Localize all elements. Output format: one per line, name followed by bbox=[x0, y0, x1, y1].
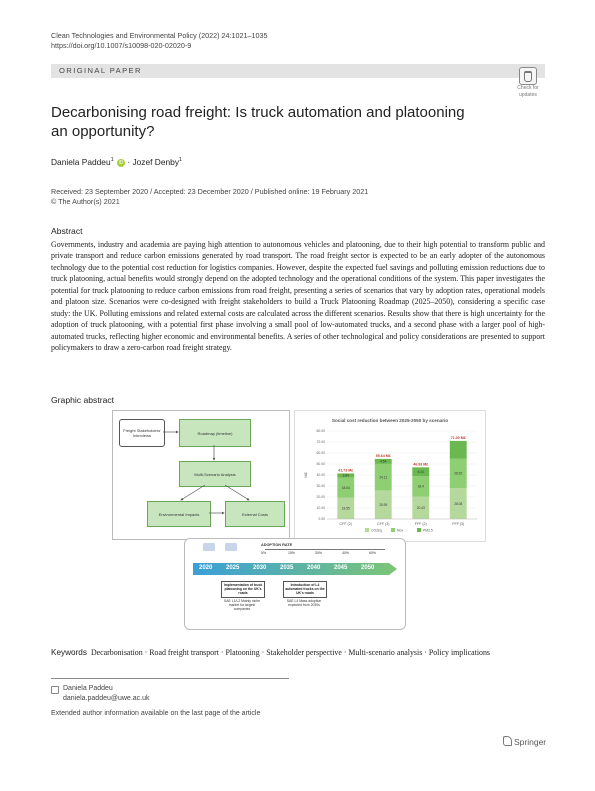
y-tick-label: 70.00 bbox=[316, 440, 325, 445]
history-dates: Received: 23 September 2020 / Accepted: 23 December 2020 / Published online: 19 February 2021 bbox=[51, 187, 369, 196]
legend-swatch bbox=[417, 528, 421, 532]
orcid-icon[interactable]: iD bbox=[118, 160, 124, 166]
legend-label: PM2.5 bbox=[423, 528, 433, 533]
phase2-title: Introduction of L4 automated trucks on the UK's roads bbox=[285, 583, 325, 596]
bar-value-label: 8.14 bbox=[417, 470, 424, 475]
x-tick-label: FFF (3) bbox=[452, 522, 465, 526]
timeline-year: 2045 bbox=[334, 565, 348, 571]
keywords bbox=[51, 647, 545, 659]
x-tick-label: CFF (2) bbox=[339, 522, 352, 526]
graphic-abstract-figure bbox=[112, 410, 484, 630]
keywords-text: Decarbonisation · Road freight transport · Platooning · Stakeholder perspective · Multi-scenario analysis · Policy implications bbox=[90, 648, 490, 657]
social-cost-chart bbox=[295, 411, 485, 541]
author-link[interactable]: Daniela Paddeu bbox=[51, 157, 111, 167]
corresponding-author bbox=[63, 684, 150, 704]
bar-total-label: 46.93 M£ bbox=[413, 462, 429, 467]
y-tick-label: 80.00 bbox=[316, 429, 325, 434]
title-line-2: an opportunity? bbox=[51, 123, 155, 140]
legend-swatch bbox=[391, 528, 395, 532]
bar-value-label: 3.84 bbox=[342, 473, 349, 478]
affiliation-marker: 1 bbox=[110, 157, 114, 164]
adoption-rate-value: 5% bbox=[261, 551, 267, 555]
flow-env-label: Environmental Impacts bbox=[158, 511, 200, 517]
y-tick-label: 40.00 bbox=[316, 473, 325, 478]
y-tick-label: 60.00 bbox=[316, 451, 325, 456]
timeline-year: 2025 bbox=[226, 565, 240, 571]
title-line-1: Decarbonising road freight: Is truck automation and platooning bbox=[51, 104, 465, 121]
timeline-year: 2035 bbox=[280, 565, 294, 571]
journal-name: Clean Technologies and Environmental Policy (2022) 24:1021–1035 bbox=[51, 31, 268, 40]
timeline-years bbox=[199, 565, 389, 575]
springer-horse-icon bbox=[503, 736, 512, 746]
flow-arrows bbox=[113, 411, 289, 539]
phase1-title: Implementation of truck platooning on the UK's roads bbox=[223, 583, 263, 596]
corresponding-name: Daniela Paddeu bbox=[63, 685, 113, 692]
timeline-panel bbox=[184, 538, 406, 630]
bar-value-label: 4.54 bbox=[380, 459, 387, 464]
x-tick-label: CFF (3) bbox=[377, 522, 390, 526]
flow-stakeholders-label: Freight Stakeholders' Interviews bbox=[123, 428, 161, 438]
legend-swatch bbox=[365, 528, 369, 532]
adoption-rate-value: 40% bbox=[342, 551, 350, 555]
footnote-divider bbox=[51, 678, 289, 679]
graphic-abstract-heading: Graphic abstract bbox=[51, 395, 115, 405]
bar-value-label: 18.04 bbox=[341, 485, 350, 490]
bar-value-label: 28.08 bbox=[454, 501, 463, 506]
extended-info-note: Extended author information available on the last page of the article bbox=[51, 710, 261, 717]
phase1-note: SAE L1/L2 Mainly niche market for largest companies bbox=[224, 599, 260, 612]
phase1-box bbox=[221, 581, 265, 598]
chart-panel bbox=[294, 410, 486, 542]
y-axis-label: M£ bbox=[303, 472, 308, 478]
y-tick-label: 10.00 bbox=[316, 506, 325, 511]
journal-citation bbox=[51, 31, 267, 51]
adoption-rate-line bbox=[265, 549, 385, 550]
section-band bbox=[51, 64, 545, 78]
publisher-logo bbox=[503, 736, 546, 747]
doi-link[interactable]: https://doi.org/10.1007/s10098-020-02020-9 bbox=[51, 41, 192, 50]
flow-roadmap-label: Roadmap (timeline) bbox=[197, 430, 233, 436]
publisher-name: Springer bbox=[514, 737, 547, 747]
phase2-box bbox=[283, 581, 327, 598]
bar-total-label: 71.00 M£ bbox=[450, 435, 466, 440]
copyright-line: © The Author(s) 2021 bbox=[51, 197, 120, 206]
timeline-year: 2050 bbox=[361, 565, 375, 571]
check-updates-label-2: updates bbox=[519, 91, 537, 98]
abstract-heading: Abstract bbox=[51, 226, 83, 236]
bar-value-label: 19.55 bbox=[341, 506, 350, 511]
truck-icon bbox=[225, 543, 237, 551]
publication-dates bbox=[51, 187, 368, 207]
corresponding-email[interactable]: daniela.paddeu@uwe.ac.uk bbox=[63, 695, 150, 702]
legend-label: Nox bbox=[397, 528, 404, 533]
envelope-icon bbox=[51, 686, 59, 694]
bookmark-icon bbox=[519, 67, 537, 85]
y-tick-label: 30.00 bbox=[316, 484, 325, 489]
bar-total-label: 41.73 M£ bbox=[338, 468, 354, 473]
bar-segment bbox=[450, 441, 467, 459]
adoption-rate-scale bbox=[261, 551, 389, 557]
author-link[interactable]: Jozef Denby bbox=[132, 157, 180, 167]
bar-value-label: 24.11 bbox=[379, 475, 388, 480]
timeline-year: 2030 bbox=[253, 565, 267, 571]
check-updates-label-1: Check for bbox=[517, 85, 539, 91]
bar-value-label: 20.43 bbox=[416, 505, 425, 510]
y-tick-label: 50.00 bbox=[316, 462, 325, 467]
adoption-rate-value: 60% bbox=[369, 551, 377, 555]
timeline-year: 2020 bbox=[199, 565, 213, 571]
adoption-rate-label: ADOPTION RATE bbox=[261, 543, 293, 547]
section-label: ORIGINAL PAPER bbox=[59, 66, 142, 75]
chart-title: Social cost reduction between 2025-2050 by scenario bbox=[331, 418, 449, 423]
article-title bbox=[51, 103, 511, 141]
check-for-updates-button[interactable] bbox=[511, 67, 545, 97]
adoption-rate-value: 30% bbox=[315, 551, 323, 555]
flow-ext-label: External Costs bbox=[241, 511, 268, 517]
method-flow-panel bbox=[112, 410, 290, 540]
y-tick-label: 20.00 bbox=[316, 495, 325, 500]
author-list bbox=[51, 157, 182, 167]
bar-total-label: 55.64 M£ bbox=[375, 453, 391, 458]
x-tick-label: FFF (2) bbox=[414, 522, 427, 526]
bar-value-label: 18.4 bbox=[417, 484, 424, 489]
abstract-text: Governments, industry and academia are paying high attention to autonomous vehicles and platooning, due to their high potential to transform public and private transport and reduce carbon emissions generated by road transport. The road freight sector is expected to be an early adopter of the autonomous technology due to the potential cost reduction for logistics companies. However, despite the expected fuel savings and polluting emission reductions due to truck platooning, actual benefits would strongly depend on the adopted technology and the operational conditions of the system. This paper investigates the potential for truck platooning to reduce carbon emissions from road freight, presenting a series of scenarios that vary by adoption rates, operational models and platoon size. Scenarios were co-designed with freight stakeholders to build a Truck Platooning Roadmap (2025–2050), considering a specific case study: the UK. Polluting emissions and related external costs are calculated across the different scenarios. Results show that there is high uncertainty for the adoption of truck platooning, with a potential first phase involving a small pool of low-automated trucks, and a second phase with a larger pool of high-automated trucks, reflecting higher economic and environmental benefits. A series of other technological and policy considerations are presented to support policymakers to draw a zero-carbon road freight strategy. bbox=[51, 240, 545, 353]
truck-icon bbox=[203, 543, 215, 551]
legend-label: CO2eq bbox=[371, 528, 382, 533]
author-separator: · bbox=[125, 157, 133, 167]
timeline-year: 2040 bbox=[307, 565, 321, 571]
keywords-label: Keywords bbox=[51, 648, 87, 657]
phase2-note: SAE L4 Mass adoption expected from 2030s bbox=[286, 599, 322, 608]
bar-value-label: 25.99 bbox=[379, 502, 388, 507]
bar-value-label: 26.92 bbox=[454, 471, 463, 476]
y-tick-label: 0.00 bbox=[318, 517, 325, 522]
adoption-rate-value: 15% bbox=[288, 551, 296, 555]
flow-multi-label: Multi-Scenario Analysis bbox=[194, 471, 236, 477]
affiliation-marker: 1 bbox=[179, 157, 183, 164]
